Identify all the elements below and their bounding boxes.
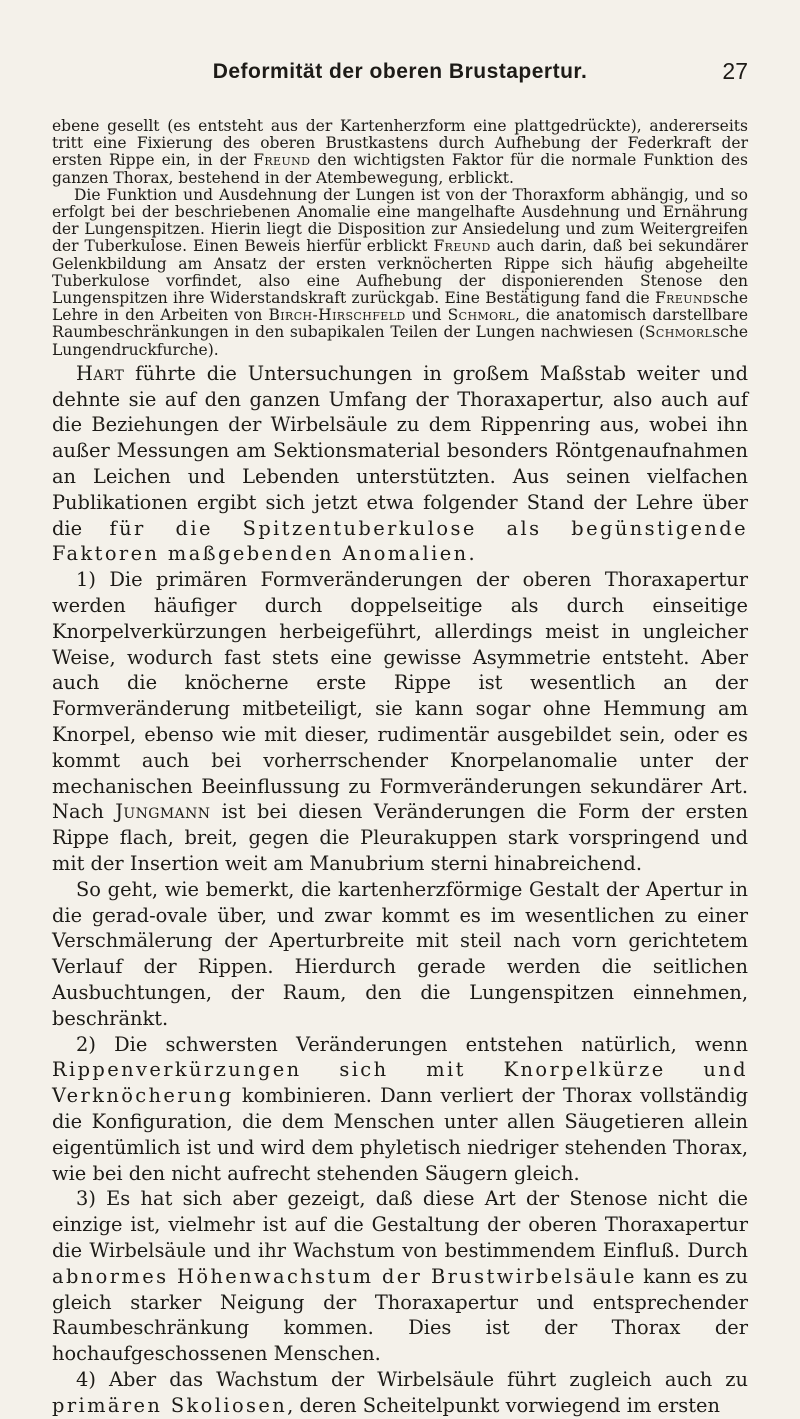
small-print-section — [52, 118, 748, 359]
paragraph-lung-function: Die Funktion und Ausdehnung der Lungen ist von der Thoraxform abhängig, und so erfolgt bei der beschriebenen Anomalie eine mangelhafte Ausdehnung und Ernährung der Lungenspitzen. Hierin liegt die Disposition zur Ansiedelung und zum Weitergreifen der Tuberkulose. Einen Beweis hierfür erblickt Freund auch darin, daß bei sekundärer Gelenkbildung am Ansatz der ersten verknöcherten Rippe sich häufig abgeheilte Tuberkulose vorfindet, also eine Aufhebung der disponierenden Stenose den Lungenspitzen ihre Widerstandskraft zurückgab. Eine Bestätigung fand die Freundsche Lehre in den Arbeiten von Birch-Hirschfeld und Schmorl, die anatomisch darstellbare Raumbeschränkungen in den subapikalen Teilen der Lungen nachwiesen (Schmorlsche Lungendruckfurche). — [52, 185, 749, 359]
author-name: Birch-Hirschfeld — [268, 306, 406, 325]
paragraph-apertur-form: So geht, wie bemerkt, die kartenherzförmige Gestalt der Apertur in die gerad-ovale über, und zwar kommt es im wesentlichen zu einer Verschmälerung der Aperturbreite mit steil nach vorn gerichtetem Verlauf der Rippen. Hierdurch gerade werden die seitlichen Ausbuchtungen, der Raum, den die Lungenspitzen einnehmen, beschränkt. — [52, 877, 748, 1030]
paragraph-point-4: 4) Aber das Wachstum der Wirbelsäule führt zugleich auch zu primären Skoliosen, deren Scheitelpunkt vorwiegend im ersten — [52, 1367, 748, 1417]
emphasized-text: abnormes Höhenwachstum der Brustwirbelsäule — [52, 1264, 637, 1288]
emphasized-text: für die Spitzentuberkulose als begünstigende Faktoren maßgebenden Anomalien. — [52, 516, 748, 566]
author-name: Freund — [433, 237, 491, 256]
author-name: Freund — [253, 151, 311, 170]
author-name: Jungmann — [115, 800, 211, 824]
paragraph-point-2: 2) Die schwersten Veränderungen entstehen natürlich, wenn Rippenverkürzungen sich mit Knorpelkürze und Verknöcherung kombinieren. Dann verliert der Thorax vollständig die Konfiguration, die dem Menschen unter allen Säugetieren allein eigentümlich ist und wird dem phyletisch niedriger stehenden Thorax, wie bei den nicht aufrecht stehenden Säugern gleich. — [52, 1032, 748, 1185]
author-name: Hart — [76, 361, 125, 385]
paragraph-point-1: 1) Die primären Formveränderungen der oberen Thoraxapertur werden häufiger durch doppelseitige als durch einseitige Knorpelverkürzungen herbeigeführt, allerdings meist in ungleicher Weise, wodurch fast stets eine gewisse Asymmetrie entsteht. Aber auch die knöcherne erste Rippe ist wesentlich an der Formveränderung mitbeteiligt, sie kann sogar ohne Hemmung am Knorpel, ebenso wie mit dieser, rudimentär ausgebildet sein, oder es kommt auch bei vorherrschender Knorpelanomalie unter der mechanischen Beeinflussung zu Formveränderungen sekundärer Art. Nach Jungmann ist bei diesen Veränderungen die Form der ersten Rippe flach, breit, gegen die Pleurakuppen stark vorspringend und mit der Insertion weit am Manubrium sterni hinabreichend. — [52, 568, 749, 875]
emphasized-text: primären Skoliosen — [52, 1393, 288, 1417]
paragraph-point-3: 3) Es hat sich aber gezeigt, daß diese Art der Stenose nicht die einzige ist, vielmehr ist auf die Gestaltung der oberen Thoraxapertur die Wirbelsäule und ihr Wachstum von bestimmendem Einfluß. Durch abnormes Höhenwachstum der Brustwirbelsäule kann es zu gleich starker Neigung der Thoraxapertur und entsprechender Raumbeschränkung kommen. Dies ist der Thorax der hochaufgeschossenen Menschen. — [52, 1187, 748, 1366]
paragraph-freund-fixation: ebene gesellt (es entsteht aus der Kartenherzform eine plattgedrückte), andererseits tritt eine Fixierung des oberen Brustkastens durch Aufhebung der Federkraft der ersten Rippe ein, in der Freund den wichtigsten Faktor für die normale Funktion des ganzen Thorax, bestehend in der Atembewegung, erblickt. — [52, 117, 748, 187]
main-print-section — [52, 361, 748, 1419]
emphasized-text: Rippenverkürzungen sich mit Knorpelkürze und Verknöcherung — [52, 1058, 748, 1108]
body-text — [52, 118, 748, 1419]
page-header — [0, 58, 800, 88]
author-name: Schmorl — [447, 306, 515, 325]
page-number: 27 — [722, 58, 748, 84]
author-name: Freund — [655, 289, 713, 308]
paragraph-hart: Hart führte die Untersuchungen in großem Maßstab weiter und dehnte sie auf den ganzen Umfang der Thoraxapertur, also auch auf die Beziehungen der Wirbelsäule zu dem Rippenring aus, wobei ihn außer Messungen am Sektionsmaterial besonders Röntgenaufnahmen an Leichen und Lebenden unterstützten. Aus seinen vielfachen Publikationen ergibt sich jetzt etwa folgender Stand der Lehre über die für die Spitzentuberkulose als begünstigende Faktoren maßgebenden Anomalien. — [52, 361, 748, 566]
author-name: Schmorl — [644, 323, 713, 342]
running-title: Deformität der oberen Brustapertur. — [212, 60, 588, 83]
